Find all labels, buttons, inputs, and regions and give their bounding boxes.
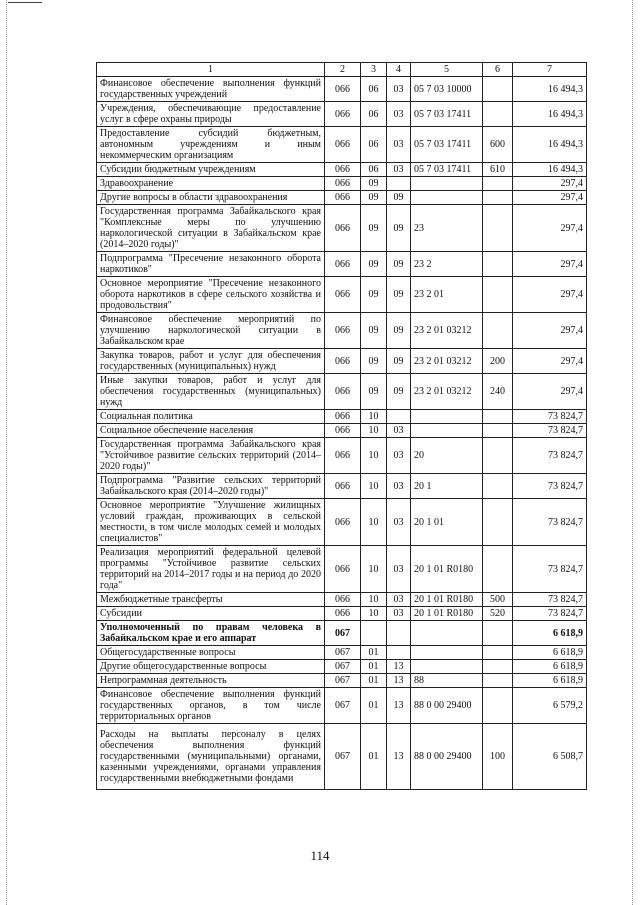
amount-cell: 6 618,9 xyxy=(513,646,587,660)
header-col-5: 5 xyxy=(411,63,483,77)
expense-type-cell: 100 xyxy=(483,724,513,790)
expense-type-cell: 240 xyxy=(483,374,513,410)
target-article-cell: 20 1 01 R0180 xyxy=(411,593,483,607)
expense-type-cell xyxy=(483,646,513,660)
scan-right-edge xyxy=(632,0,634,905)
subsection-code-cell: 09 xyxy=(387,313,411,349)
row-name-cell: Основное мероприятие "Улучшение жилищных условий граждан, проживающих в сельской местности, в том числе молодых семей и молодых специалистов" xyxy=(97,499,325,546)
header-col-4: 4 xyxy=(387,63,411,77)
expense-type-cell xyxy=(483,252,513,277)
amount-cell: 73 824,7 xyxy=(513,593,587,607)
header-col-3: 3 xyxy=(361,63,387,77)
target-article-cell: 88 0 00 29400 xyxy=(411,688,483,724)
target-article-cell: 20 1 01 R0180 xyxy=(411,607,483,621)
amount-cell: 6 579,2 xyxy=(513,688,587,724)
table-row xyxy=(97,646,587,660)
ministry-code-cell: 067 xyxy=(325,646,361,660)
ministry-code-cell: 066 xyxy=(325,177,361,191)
section-code-cell: 09 xyxy=(361,277,387,313)
table-row xyxy=(97,607,587,621)
table-row xyxy=(97,127,587,163)
section-code-cell: 01 xyxy=(361,688,387,724)
ministry-code-cell: 066 xyxy=(325,277,361,313)
amount-cell: 297,4 xyxy=(513,177,587,191)
amount-cell: 6 618,9 xyxy=(513,621,587,646)
ministry-code-cell: 066 xyxy=(325,127,361,163)
row-name-cell: Межбюджетные трансферты xyxy=(97,593,325,607)
table-row xyxy=(97,474,587,499)
ministry-code-cell: 066 xyxy=(325,438,361,474)
amount-cell: 16 494,3 xyxy=(513,102,587,127)
subsection-code-cell: 03 xyxy=(387,102,411,127)
section-code-cell: 09 xyxy=(361,252,387,277)
target-article-cell: 05 7 03 17411 xyxy=(411,127,483,163)
table-row xyxy=(97,660,587,674)
ministry-code-cell: 066 xyxy=(325,424,361,438)
subsection-code-cell xyxy=(387,646,411,660)
subsection-code-cell xyxy=(387,621,411,646)
target-article-cell: 20 1 xyxy=(411,474,483,499)
table-row xyxy=(97,688,587,724)
table-row xyxy=(97,410,587,424)
subsection-code-cell: 03 xyxy=(387,474,411,499)
expense-type-cell: 610 xyxy=(483,163,513,177)
target-article-cell: 88 0 00 29400 xyxy=(411,724,483,790)
row-name-cell: Непрограммная деятельность xyxy=(97,674,325,688)
subsection-code-cell: 09 xyxy=(387,252,411,277)
expense-type-cell xyxy=(483,438,513,474)
amount-cell: 297,4 xyxy=(513,313,587,349)
expense-type-cell xyxy=(483,688,513,724)
section-code-cell: 10 xyxy=(361,593,387,607)
subsection-code-cell: 09 xyxy=(387,205,411,252)
subsection-code-cell: 09 xyxy=(387,349,411,374)
ministry-code-cell: 067 xyxy=(325,724,361,790)
row-name-cell: Финансовое обеспечение выполнения функций государственных органов, в том числе территориальных органов xyxy=(97,688,325,724)
amount-cell: 297,4 xyxy=(513,277,587,313)
expense-type-cell xyxy=(483,424,513,438)
row-name-cell: Финансовое обеспечение мероприятий по улучшению наркологической ситуации в Забайкальском крае xyxy=(97,313,325,349)
ministry-code-cell: 066 xyxy=(325,374,361,410)
ministry-code-cell: 066 xyxy=(325,313,361,349)
ministry-code-cell: 066 xyxy=(325,191,361,205)
expense-type-cell xyxy=(483,313,513,349)
expense-type-cell: 520 xyxy=(483,607,513,621)
expense-type-cell xyxy=(483,674,513,688)
target-article-cell xyxy=(411,424,483,438)
table-row xyxy=(97,205,587,252)
table-row xyxy=(97,163,587,177)
ministry-code-cell: 067 xyxy=(325,660,361,674)
amount-cell: 297,4 xyxy=(513,191,587,205)
row-name-cell: Социальная политика xyxy=(97,410,325,424)
subsection-code-cell: 03 xyxy=(387,424,411,438)
row-name-cell: Общегосударственные вопросы xyxy=(97,646,325,660)
amount-cell: 73 824,7 xyxy=(513,546,587,593)
section-code-cell: 09 xyxy=(361,191,387,205)
row-name-cell: Государственная программа Забайкальского края "Комплексные меры по улучшению наркологической ситуации в Забайкальском крае (2014–2020 годы)" xyxy=(97,205,325,252)
section-code-cell: 10 xyxy=(361,424,387,438)
amount-cell: 297,4 xyxy=(513,349,587,374)
subsection-code-cell: 03 xyxy=(387,127,411,163)
section-code-cell: 10 xyxy=(361,474,387,499)
section-code-cell: 06 xyxy=(361,77,387,102)
section-code-cell: 06 xyxy=(361,127,387,163)
row-name-cell: Расходы на выплаты персоналу в целях обеспечения выполнения функций государственными (муниципальными) органами, казенными учреждениями, органами управления государственными внебюджетными фондами xyxy=(97,724,325,790)
ministry-code-cell: 066 xyxy=(325,349,361,374)
target-article-cell: 23 2 xyxy=(411,252,483,277)
row-name-cell: Подпрограмма "Развитие сельских территорий Забайкальского края (2014–2020 годы)" xyxy=(97,474,325,499)
amount-cell: 6 508,7 xyxy=(513,724,587,790)
page-number: 114 xyxy=(310,848,330,863)
ministry-code-cell: 067 xyxy=(325,621,361,646)
section-code-cell: 01 xyxy=(361,674,387,688)
table-row xyxy=(97,546,587,593)
row-name-cell: Здравоохранение xyxy=(97,177,325,191)
target-article-cell: 05 7 03 17411 xyxy=(411,163,483,177)
row-name-cell: Государственная программа Забайкальского края "Устойчивое развитие сельских территорий (2014–2020 годы)" xyxy=(97,438,325,474)
section-code-cell: 10 xyxy=(361,438,387,474)
budget-table xyxy=(96,62,587,790)
row-name-cell: Подпрограмма "Пресечение незаконного оборота наркотиков" xyxy=(97,252,325,277)
table-row xyxy=(97,593,587,607)
expense-type-cell xyxy=(483,660,513,674)
amount-cell: 73 824,7 xyxy=(513,410,587,424)
amount-cell: 6 618,9 xyxy=(513,660,587,674)
ministry-code-cell: 066 xyxy=(325,252,361,277)
expense-type-cell xyxy=(483,205,513,252)
scan-left-edge xyxy=(6,0,8,905)
row-name-cell: Учреждения, обеспечивающие предоставление услуг в сфере охраны природы xyxy=(97,102,325,127)
subsection-code-cell: 03 xyxy=(387,77,411,102)
target-article-cell: 20 1 01 xyxy=(411,499,483,546)
amount-cell: 73 824,7 xyxy=(513,607,587,621)
section-code-cell: 10 xyxy=(361,607,387,621)
ministry-code-cell: 066 xyxy=(325,474,361,499)
row-name-cell: Реализация мероприятий федеральной целевой программы "Устойчивое развитие сельских территорий на 2014–2017 годы и на период до 2020 года" xyxy=(97,546,325,593)
expense-type-cell: 500 xyxy=(483,593,513,607)
section-code-cell: 06 xyxy=(361,163,387,177)
subsection-code-cell xyxy=(387,177,411,191)
expense-type-cell xyxy=(483,499,513,546)
subsection-code-cell: 03 xyxy=(387,593,411,607)
row-name-cell: Другие общегосударственные вопросы xyxy=(97,660,325,674)
row-name-cell: Социальное обеспечение населения xyxy=(97,424,325,438)
row-name-cell: Иные закупки товаров, работ и услуг для обеспечения государственных (муниципальных) нужд xyxy=(97,374,325,410)
target-article-cell: 88 xyxy=(411,674,483,688)
subsection-code-cell: 03 xyxy=(387,163,411,177)
row-name-cell: Другие вопросы в области здравоохранения xyxy=(97,191,325,205)
target-article-cell: 23 2 01 03212 xyxy=(411,313,483,349)
target-article-cell xyxy=(411,646,483,660)
section-code-cell: 10 xyxy=(361,499,387,546)
section-code-cell: 01 xyxy=(361,724,387,790)
header-row xyxy=(97,63,587,77)
section-code-cell: 01 xyxy=(361,660,387,674)
ministry-code-cell: 066 xyxy=(325,163,361,177)
table-body xyxy=(97,77,587,790)
ministry-code-cell: 067 xyxy=(325,674,361,688)
subsection-code-cell: 13 xyxy=(387,688,411,724)
table-row xyxy=(97,424,587,438)
amount-cell: 297,4 xyxy=(513,205,587,252)
table-row xyxy=(97,621,587,646)
ministry-code-cell: 066 xyxy=(325,593,361,607)
row-name-cell: Закупка товаров, работ и услуг для обеспечения государственных (муниципальных) нужд xyxy=(97,349,325,374)
target-article-cell xyxy=(411,177,483,191)
amount-cell: 73 824,7 xyxy=(513,499,587,546)
row-name-cell: Субсидии бюджетным учреждениям xyxy=(97,163,325,177)
ministry-code-cell: 066 xyxy=(325,102,361,127)
amount-cell: 73 824,7 xyxy=(513,438,587,474)
table-row xyxy=(97,438,587,474)
subsection-code-cell: 13 xyxy=(387,674,411,688)
expense-type-cell xyxy=(483,177,513,191)
target-article-cell: 23 2 01 03212 xyxy=(411,374,483,410)
subsection-code-cell: 09 xyxy=(387,191,411,205)
section-code-cell: 09 xyxy=(361,374,387,410)
table-row xyxy=(97,77,587,102)
subsection-code-cell: 09 xyxy=(387,277,411,313)
section-code-cell: 10 xyxy=(361,546,387,593)
table-row xyxy=(97,724,587,790)
expense-type-cell xyxy=(483,77,513,102)
subsection-code-cell: 09 xyxy=(387,374,411,410)
target-article-cell: 20 1 01 R0180 xyxy=(411,546,483,593)
expense-type-cell xyxy=(483,191,513,205)
target-article-cell: 23 2 01 03212 xyxy=(411,349,483,374)
amount-cell: 16 494,3 xyxy=(513,163,587,177)
section-code-cell: 10 xyxy=(361,410,387,424)
section-code-cell: 06 xyxy=(361,102,387,127)
target-article-cell: 05 7 03 10000 xyxy=(411,77,483,102)
table-row xyxy=(97,349,587,374)
ministry-code-cell: 066 xyxy=(325,205,361,252)
expense-type-cell xyxy=(483,102,513,127)
subsection-code-cell: 03 xyxy=(387,607,411,621)
ministry-code-cell: 066 xyxy=(325,546,361,593)
target-article-cell xyxy=(411,621,483,646)
target-article-cell: 23 xyxy=(411,205,483,252)
section-code-cell: 09 xyxy=(361,349,387,374)
expense-type-cell xyxy=(483,621,513,646)
section-code-cell: 09 xyxy=(361,205,387,252)
expense-type-cell: 600 xyxy=(483,127,513,163)
table-row xyxy=(97,252,587,277)
expense-type-cell xyxy=(483,474,513,499)
section-code-cell: 09 xyxy=(361,313,387,349)
section-code-cell: 09 xyxy=(361,177,387,191)
section-code-cell xyxy=(361,621,387,646)
expense-type-cell: 200 xyxy=(483,349,513,374)
header-col-6: 6 xyxy=(483,63,513,77)
row-name-cell: Финансовое обеспечение выполнения функций государственных учреждений xyxy=(97,77,325,102)
header-col-7: 7 xyxy=(513,63,587,77)
table-row xyxy=(97,102,587,127)
row-name-cell: Субсидии xyxy=(97,607,325,621)
table-row xyxy=(97,374,587,410)
amount-cell: 73 824,7 xyxy=(513,474,587,499)
row-name-cell: Предоставление субсидий бюджетным, автономным учреждениям и иным некоммерческим организациям xyxy=(97,127,325,163)
header-col-1: 1 xyxy=(97,63,325,77)
target-article-cell xyxy=(411,410,483,424)
subsection-code-cell: 03 xyxy=(387,499,411,546)
ministry-code-cell: 066 xyxy=(325,410,361,424)
amount-cell: 297,4 xyxy=(513,374,587,410)
target-article-cell xyxy=(411,191,483,205)
ministry-code-cell: 066 xyxy=(325,499,361,546)
table-row xyxy=(97,191,587,205)
table-row xyxy=(97,313,587,349)
target-article-cell xyxy=(411,660,483,674)
amount-cell: 6 618,9 xyxy=(513,674,587,688)
ministry-code-cell: 066 xyxy=(325,607,361,621)
amount-cell: 297,4 xyxy=(513,252,587,277)
target-article-cell: 23 2 01 xyxy=(411,277,483,313)
row-name-cell: Уполномоченный по правам человека в Забайкальском крае и его аппарат xyxy=(97,621,325,646)
subsection-code-cell: 13 xyxy=(387,724,411,790)
amount-cell: 73 824,7 xyxy=(513,424,587,438)
table-row xyxy=(97,499,587,546)
subsection-code-cell: 13 xyxy=(387,660,411,674)
table-row xyxy=(97,177,587,191)
expense-type-cell xyxy=(483,410,513,424)
table-row xyxy=(97,674,587,688)
amount-cell: 16 494,3 xyxy=(513,77,587,102)
table-header xyxy=(97,63,587,77)
scan-corner-mark xyxy=(8,2,42,3)
header-col-2: 2 xyxy=(325,63,361,77)
table-row xyxy=(97,277,587,313)
section-code-cell: 01 xyxy=(361,646,387,660)
row-name-cell: Основное мероприятие "Пресечение незаконного оборота наркотиков в сфере сельского хозяйства и продовольствия" xyxy=(97,277,325,313)
expense-type-cell xyxy=(483,546,513,593)
amount-cell: 16 494,3 xyxy=(513,127,587,163)
target-article-cell: 05 7 03 17411 xyxy=(411,102,483,127)
expense-type-cell xyxy=(483,277,513,313)
subsection-code-cell: 03 xyxy=(387,438,411,474)
subsection-code-cell: 03 xyxy=(387,546,411,593)
ministry-code-cell: 067 xyxy=(325,688,361,724)
target-article-cell: 20 xyxy=(411,438,483,474)
ministry-code-cell: 066 xyxy=(325,77,361,102)
subsection-code-cell xyxy=(387,410,411,424)
